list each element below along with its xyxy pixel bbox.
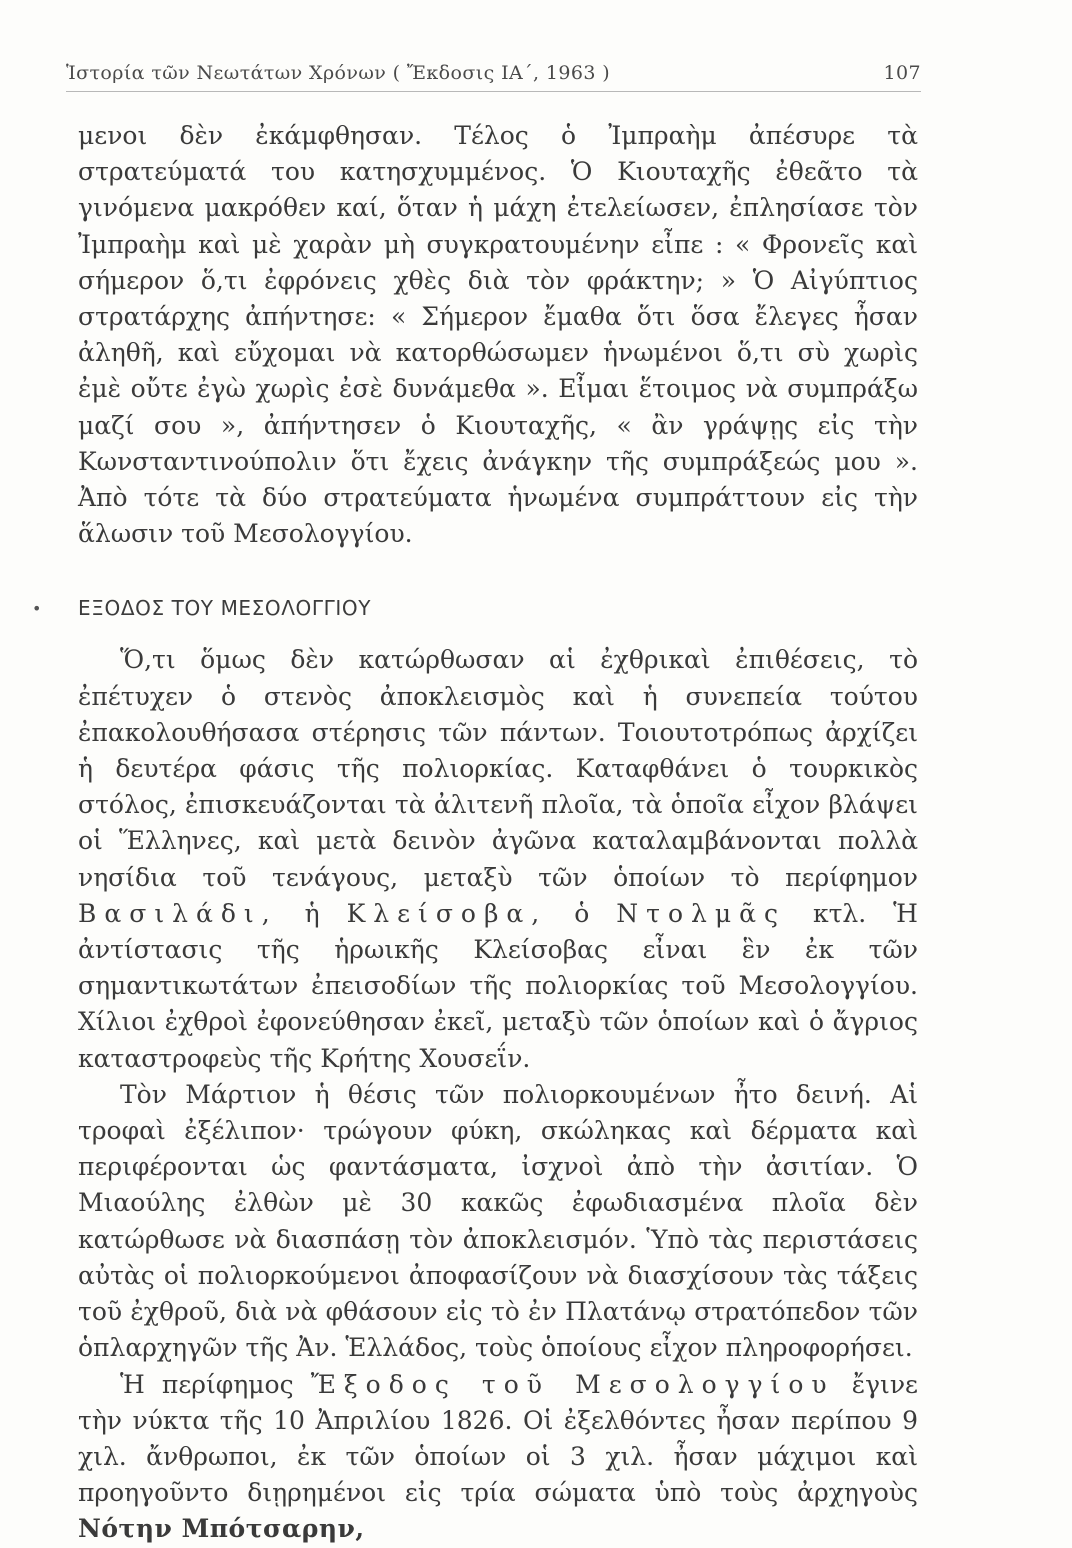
page-number: 107 [883, 62, 921, 84]
island-name: Κλείσοβα, [346, 898, 548, 928]
paragraph-march: Τὸν Μάρτιον ἡ θέσις τῶν πολιορκουμένων ἦτο δεινή. Αἱ τροφαὶ ἐξέλιπον· τρώγουν φύκη, σκώληκας καὶ δέρματα καὶ περιφέρονται ὡς φαντάσματα, ἰσχνοὶ ἀπὸ τὴν ἀσιτίαν. Ὁ Μιαούλης ἐλθὼν μὲ 30 κακῶς ἐφωδιασμένα πλοῖα δὲν κατώρθωσε νὰ διασπάσῃ τὸν ἀποκλεισμόν. Ὑπὸ τὰς περιστάσεις αὐτὰς οἱ πολιορκούμενοι ἀποφασίζουν νὰ διασχίσουν τὰς τάξεις τοῦ ἐχθροῦ, διὰ νὰ φθάσουν εἰς τὸ ἐν Πλατάνῳ στρατόπεδον τῶν ὁπλαρχηγῶν τῆς Ἀν. Ἑλλάδος, τοὺς ὁποίους εἶχον πληροφορήσει. [78, 1079, 918, 1363]
emphasized-title: Ἔξοδος τοῦ Μεσολογγίου [310, 1369, 835, 1399]
margin-mark: • [32, 599, 43, 619]
paragraph-siege-phase [78, 642, 918, 1076]
paragraph-text: κτλ. Ἡ ἀντίστασις τῆς ἡρωικῆς Κλείσοβας εἶναι ἓν ἐκ τῶν σημαντικωτάτων ἐπεισοδίων τῆς πολιορκίας τοῦ Μεσολογγίου. Χίλιοι ἐχθροὶ ἐφονεύθησαν ἐκεῖ, μεταξὺ τῶν ὁποίων καὶ ὁ ἄγριος καταστροφεὺς τῆς Κρήτης Χουσεΐν. [78, 898, 918, 1073]
paragraph-text: Ὅ,τι ὅμως δὲν κατώρθωσαν αἱ ἐχθρικαὶ ἐπιθέσεις, τὸ ἐπέτυχεν ὁ στενὸς ἀποκλεισμὸς καὶ ἡ συνεπεία τούτου ἐπακολουθήσασα στέρησις τῶν πάντων. Τοιουτοτρόπως ἀρχίζει ἡ δευτέρα φάσις τῆς πολιορκίας. Καταφθάνει ὁ τουρκικὸς στόλος, ἐπισκευάζονται τὰ ἀλιτενῆ πλοῖα, τὰ ὁποῖα εἶχον βλάψει οἱ Ἕλληνες, καὶ μετὰ δεινὸν ἀγῶνα καταλαμβάνονται πολλὰ νησίδια τοῦ τενάγους, μεταξὺ τῶν ὁποίων τὸ περίφημον [78, 645, 918, 892]
header-rule [66, 91, 921, 92]
bold-name: Νότην Μπότσαρην, [78, 1514, 365, 1544]
page-body [32, 118, 919, 1548]
section-heading [32, 596, 918, 621]
paragraph-text: ἡ [304, 898, 320, 928]
running-header [66, 50, 921, 90]
paragraph-continuation: μενοι δὲν ἐκάμφθησαν. Τέλος ὁ Ἰμπραὴμ ἀπέσυρε τὰ στρατεύματά του κατησχυμμένος. Ὁ Κιουταχῆς ἐθεᾶτο τὰ γινόμενα μακρόθεν καί, ὅταν ἡ μάχη ἐτελείωσεν, ἐπλησίασε τὸν Ἰμπραὴμ καὶ μὲ χαρὰν μὴ συγκρατουμένην εἶπε : « Φρονεῖς καὶ σήμερον ὅ,τι ἐφρόνεις χθὲς διὰ τὸν φράκτην; » Ὁ Αἰγύπτιος στρατάρχης ἀπήντησε: « Σήμερον ἔμαθα ὅτι ὅσα ἔλεγες ἦσαν ἀληθῆ, καὶ εὔχομαι νὰ κατορθώσωμεν ἡνωμένοι ὅ,τι σὺ χωρὶς ἐμὲ οὔτε ἐγὼ χωρὶς ἐσὲ δυνάμεθα ». Εἶμαι ἕτοιμος νὰ συμπράξω μαζί σου », ἀπήντησεν ὁ Κιουταχῆς, « ἂν γράψῃς εἰς τὴν Κωνσταντινούπολιν ὅτι ἔχεις ἀνάγκην τῆς συμπράξεώς μου ». Ἀπὸ τότε τὰ δύο στρατεύματα ἡνωμένα συμπράττουν εἰς τὴν ἅλωσιν τοῦ Μεσολογγίου. [78, 121, 918, 549]
paragraph-exodus [78, 1367, 918, 1548]
header-title: Ἱστορία τῶν Νεωτάτων Χρόνων ( Ἔκδοσις ΙΑ΄, 1963 ) [66, 62, 611, 84]
island-name: Ντολμᾶς [616, 898, 786, 928]
section-heading-text: ΕΞΟΔΟΣ ΤΟΥ ΜΕΣΟΛΟΓΓΙΟΥ [78, 596, 372, 621]
paragraph-text: ἔγινε τὴν νύκτα τῆς 10 Ἀπριλίου 1826. Οἱ ἐξελθόντες ἦσαν περίπου 9 χιλ. ἄνθρωποι, ἐκ τῶν ὁποίων οἱ 3 χιλ. ἦσαν μάχιμοι καὶ προηγοῦντο διῃρημένοι εἰς τρία σώματα ὑπὸ τοὺς ἀρχηγοὺς [78, 1369, 919, 1508]
paragraph-text: ὁ [574, 898, 590, 928]
paragraph-text: Ἡ περίφημος [120, 1369, 294, 1399]
island-name: Βασιλάδι, [78, 898, 278, 928]
